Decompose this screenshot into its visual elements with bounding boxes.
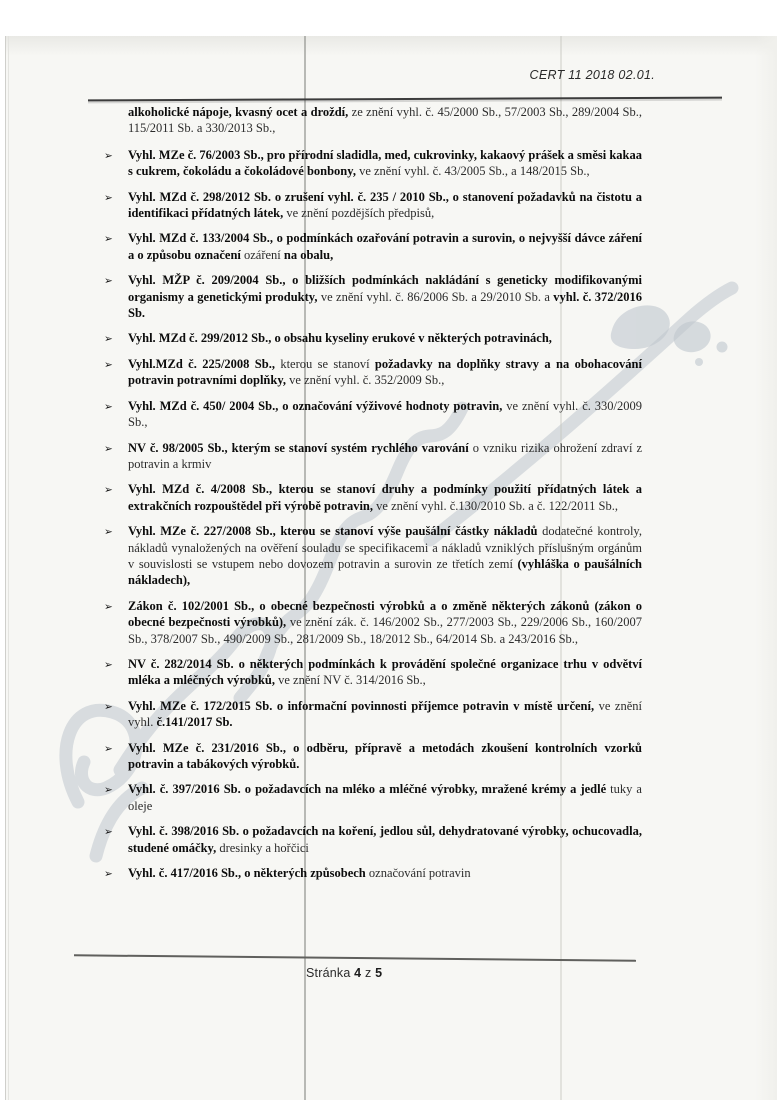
text-segment: ve znění vyhl. [128,698,642,730]
text-segment: Vyhl. č. 397/2016 Sb. o požadavcích na mléko a mléčné výrobky, mražené krémy a jedlé [128,782,607,797]
text-segment: (vyhláška o paušálních nákladech), [128,556,642,588]
list-item [104,781,642,814]
arrowhead-bullet-icon: ➢ [104,826,113,839]
arrowhead-bullet-icon: ➢ [104,442,113,455]
arrowhead-bullet-icon: ➢ [104,658,113,671]
intro-continuation-paragraph [128,104,642,137]
arrowhead-bullet-icon: ➢ [104,275,113,288]
text-segment: ve znění vyhl. č. 352/2009 Sb., [286,373,445,388]
text-segment: alkoholické nápoje, kvasný ocet a droždí, [128,105,349,119]
text-segment: ve znění vyhl. č.130/2010 Sb. a č. 122/2011 Sb., [373,498,619,513]
text-segment: Vyhl. MZd č. 298/2012 Sb. o zrušení vyhl. č. 235 / 2010 Sb., o stanovení požadavků na čistotu a identifikaci přídatných látek, [128,189,642,221]
list-item [104,823,642,856]
scan-left-edge-line [5,36,6,1100]
text-segment: 5 [375,966,383,980]
arrowhead-bullet-icon: ➢ [104,600,113,613]
text-segment: ze znění vyhl. č. 45/2000 Sb., 57/2003 Sb., 289/2004 Sb., 115/2011 Sb. a 330/2013 Sb., [128,105,642,136]
text-segment: ve znění NV č. 314/2016 Sb., [275,673,426,688]
arrowhead-bullet-icon: ➢ [104,400,113,413]
text-segment: na obalu, [283,247,334,262]
footer-page-number [306,966,382,980]
text-segment: ve znění vyhl. č. 330/2009 Sb., [128,398,642,430]
text-segment: dodatečné kontroly, nákladů vynaložených na ověření souladu se specifikacemi a nákladů vzniklých příslušným orgánům v souvislosti se vstupem nebo dovozem potravin a surovin ze třetích zemí [128,524,642,571]
list-item [104,656,642,689]
scan-left-edge-line-2 [8,36,9,1100]
text-segment: Zákon č. 102/2001 Sb., o obecné bezpečnosti výrobků a o změně některých zákonů (zákon o obecné bezpečnosti výrobků), [128,598,642,630]
list-item [104,698,642,731]
arrowhead-bullet-icon: ➢ [104,526,113,539]
list-item [104,189,642,222]
text-segment: vyhl. č. 372/2016 Sb. [128,289,642,321]
arrowhead-bullet-icon: ➢ [104,333,113,346]
arrowhead-bullet-icon: ➢ [104,784,113,797]
text-segment: Vyhl. MZd č. 133/2004 Sb., o podmínkách ozařování potravin a surovin, o nejvyšší dávce záření a o způsobu označení [128,231,642,262]
text-segment: Vyhl. MZd č. 4/2008 Sb., kterou se stanoví druhy a podmínky použití přídatných látek a extrakčních rozpouštědel při výrobě potravin, [128,482,642,513]
scan-top-shadow [5,36,777,56]
arrowhead-bullet-icon: ➢ [104,742,113,755]
text-segment: č.141/2017 Sb. [156,715,233,730]
list-item [104,147,642,180]
text-segment: Vyhl. č. 398/2016 Sb. o požadavcích na koření, jedlou sůl, dehydratované výrobky, ochucovadla, studené omáčky, [128,824,642,855]
text-segment: Vyhl. MZe č. 76/2003 Sb., pro přírodní sladidla, med, cukrovinky, kakaový prášek a směsi kakaa s cukrem, čokoládu a čokoládové bonbony, [128,147,642,179]
list-item [104,272,642,321]
text-segment: ve znění zák. č. 146/2002 Sb., 277/2003 Sb., 229/2006 Sb., 160/2007 Sb., 378/2007 Sb., 490/2009 Sb., 281/2009 Sb., 18/2012 Sb., 64/2014 Sb. a 243/2016 Sb., [128,615,642,646]
list-item [104,356,642,389]
list-item [104,330,642,346]
text-segment: tuky a oleje [128,782,642,813]
text-segment: dresinky a hořčici [216,840,309,855]
cert-header-label: CERT 11 2018 02.01. [529,68,655,82]
arrowhead-bullet-icon: ➢ [104,484,113,497]
text-segment: o vzniku rizika ohrožení zdraví z potravin a krmiv [128,440,642,471]
arrowhead-bullet-icon: ➢ [104,191,113,204]
legal-references-list [104,147,642,882]
text-segment: Vyhl. MZe č. 172/2015 Sb. o informační povinnosti příjemce potravin v místě určení, [128,698,595,713]
text-segment: kterou se stanoví [274,356,375,371]
arrowhead-bullet-icon: ➢ [104,868,113,881]
text-segment: NV č. 282/2014 Sb. o některých podmínkách k provádění společné organizace trhu v odvětví mléka a mléčných výrobků, [128,656,642,688]
text-segment: 4 [354,966,362,980]
text-segment: Vyhl. MZd č. 299/2012 Sb., o obsahu kyseliny erukové v některých potravinách, [128,331,552,346]
list-item [104,598,642,647]
arrowhead-bullet-icon: ➢ [104,700,113,713]
text-segment: ve znění pozdějších předpisů, [283,206,435,221]
text-segment: ve znění vyhl. č. 43/2005 Sb., a 148/2015 Sb., [355,164,590,179]
text-segment: ozáření [240,247,284,262]
text-segment: označování potravin [365,866,471,881]
text-segment: Vyhl.MZd č. 225/2008 Sb., [128,356,275,371]
text-segment: z [361,966,376,980]
text-segment: Vyhl. MZe č. 227/2008 Sb., kterou se stanoví výše paušální částky nákladů [128,524,538,539]
text-segment: Vyhl. MŽP č. 209/2004 Sb., o bližších podmínkách nakládání s geneticky modifikovanými organismy a genetickými produkty, [128,273,642,304]
list-item [104,523,642,589]
text-segment: ve znění vyhl. č. 86/2006 Sb. a 29/2010 Sb. a [317,289,554,304]
scan-right-shadow [755,36,777,1100]
text-segment: Vyhl. MZd č. 450/ 2004 Sb., o označování výživové hodnoty potravin, [128,398,503,413]
arrowhead-bullet-icon: ➢ [104,233,113,246]
text-segment: NV č. 98/2005 Sb., kterým se stanoví systém rychlého varování [128,440,469,455]
text-segment: požadavky na doplňky stravy a na obohacování potravin potravními doplňky, [128,356,642,388]
arrowhead-bullet-icon: ➢ [104,358,113,371]
legal-references-content [104,104,642,890]
list-item [104,865,642,881]
list-item [104,398,642,431]
list-item [104,481,642,514]
text-segment: Stránka [306,966,355,980]
list-item [104,230,642,263]
arrowhead-bullet-icon: ➢ [104,149,113,162]
text-segment: Vyhl. MZe č. 231/2016 Sb., o odběru, přípravě a metodách zkoušení kontrolních vzorků potravin a tabákových výrobků. [128,740,642,771]
text-segment: Vyhl. č. 417/2016 Sb., o některých způsobech [128,866,366,881]
list-item [104,740,642,773]
list-item [104,440,642,473]
